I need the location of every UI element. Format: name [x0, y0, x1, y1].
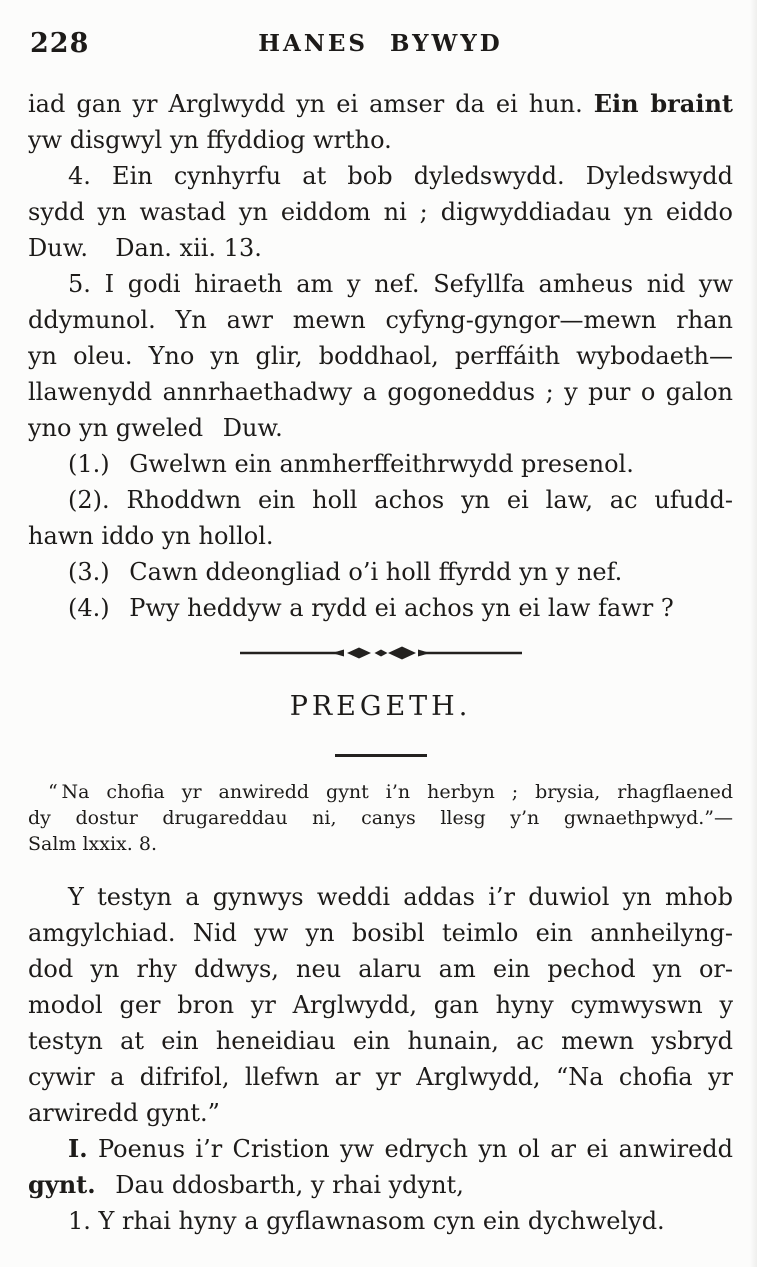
page-number: 228	[30, 28, 90, 59]
text-line: 4. Ein cynhyrfu at bob dyledswydd. Dyledswydd	[68, 162, 733, 190]
text-segment: Poenus i’r Cristion yw edrych yn ol ar ei anwiredd	[87, 1135, 733, 1163]
text-line: “ Na chofia yr anwiredd gynt i’n herbyn ; brysia, rhagflaened	[48, 781, 733, 803]
text-line: 5. I godi hiraeth am y nef. Sefyllfa amheus nid yw	[68, 270, 733, 298]
text-line: yn oleu. Yno yn glir, boddhaol, perffáith wybodaeth—	[28, 342, 733, 370]
text-line: modol ger bron yr Arglwydd, gan hyny cymwyswn y	[28, 991, 733, 1019]
text-line: (2). Rhoddwn ein holl achos yn ei law, ac ufudd-	[68, 486, 733, 514]
heading-rule	[335, 754, 427, 757]
paragraph	[28, 158, 733, 266]
text-line: sydd yn wastad yn eiddom ni ; digwyddiadau yn eiddo	[28, 198, 733, 226]
paragraph	[28, 482, 733, 554]
page-header	[28, 26, 733, 62]
paragraph	[28, 446, 733, 482]
text-line: (3.) Cawn ddeongliad o’i holl ffyrdd yn y nef.	[68, 558, 623, 586]
text-line: amgylchiad. Nid yw yn bosibl teimlo ein annheilyng-	[28, 919, 733, 947]
text-line: 1. Y rhai hyny a gyflawnasom cyn ein dychwelyd.	[68, 1207, 665, 1235]
text-line: dod yn rhy ddwys, neu alaru am ein pechod yn or-	[28, 955, 733, 983]
numbered-point-label: I.	[68, 1134, 88, 1163]
text-line: Salm lxxix. 8.	[28, 833, 157, 855]
text-line	[28, 86, 733, 122]
text-line: (4.) Pwy heddyw a rydd ei achos yn ei law fawr ?	[68, 594, 674, 622]
emphasized-text: gynt.	[28, 1170, 96, 1199]
text-line: yw disgwyl yn ffyddiog wrtho.	[28, 126, 392, 154]
text-line: yno yn gweled Duw.	[28, 414, 283, 442]
text-segment: Dau ddosbarth, y rhai ydynt,	[95, 1171, 464, 1199]
text-line: llawenydd annrhaethadwy a gogoneddus ; y pur o galon	[28, 378, 733, 406]
paragraph	[28, 1131, 733, 1203]
section-divider	[28, 642, 733, 658]
paragraph	[28, 879, 733, 1131]
text-line: cywir a difrifol, llefwn ar yr Arglwydd, “Na chofia yr	[28, 1063, 733, 1091]
text-segment: iad gan yr Arglwydd yn ei amser da ei hun.	[28, 90, 594, 118]
intro-section	[28, 86, 733, 626]
paragraph	[28, 590, 733, 626]
text-line	[28, 1131, 733, 1167]
text-line: ddymunol. Yn awr mewn cyfyng-gyngor—mewn rhan	[28, 306, 733, 334]
text-line: (1.) Gwelwn ein anmherffeithrwydd presenol.	[68, 450, 634, 478]
text-line: dy dostur drugareddau ni, canys llesg y’n gwnaethpwyd.”—	[28, 807, 733, 829]
running-title: HANES BYWYD	[258, 30, 503, 57]
text-line: Duw. Dan. xii. 13.	[28, 234, 262, 262]
paragraph	[28, 266, 733, 446]
paragraph	[28, 1203, 733, 1239]
epigraph-quote	[28, 779, 733, 857]
emphasized-text: Ein braint	[593, 89, 733, 118]
divider-ornament-icon	[240, 645, 522, 661]
text-line: testyn at ein heneidiau ein hunain, ac mewn ysbryd	[28, 1027, 733, 1055]
paragraph	[28, 554, 733, 590]
text-line	[28, 1167, 733, 1203]
sermon-heading: PREGETH.	[289, 691, 472, 722]
text-line: arwiredd gynt.”	[28, 1099, 220, 1127]
text-line: Y testyn a gynwys weddi addas i’r duwiol yn mhob	[68, 883, 733, 911]
paragraph	[28, 86, 733, 158]
sermon-body	[28, 879, 733, 1239]
text-line: hawn iddo yn hollol.	[28, 522, 274, 550]
